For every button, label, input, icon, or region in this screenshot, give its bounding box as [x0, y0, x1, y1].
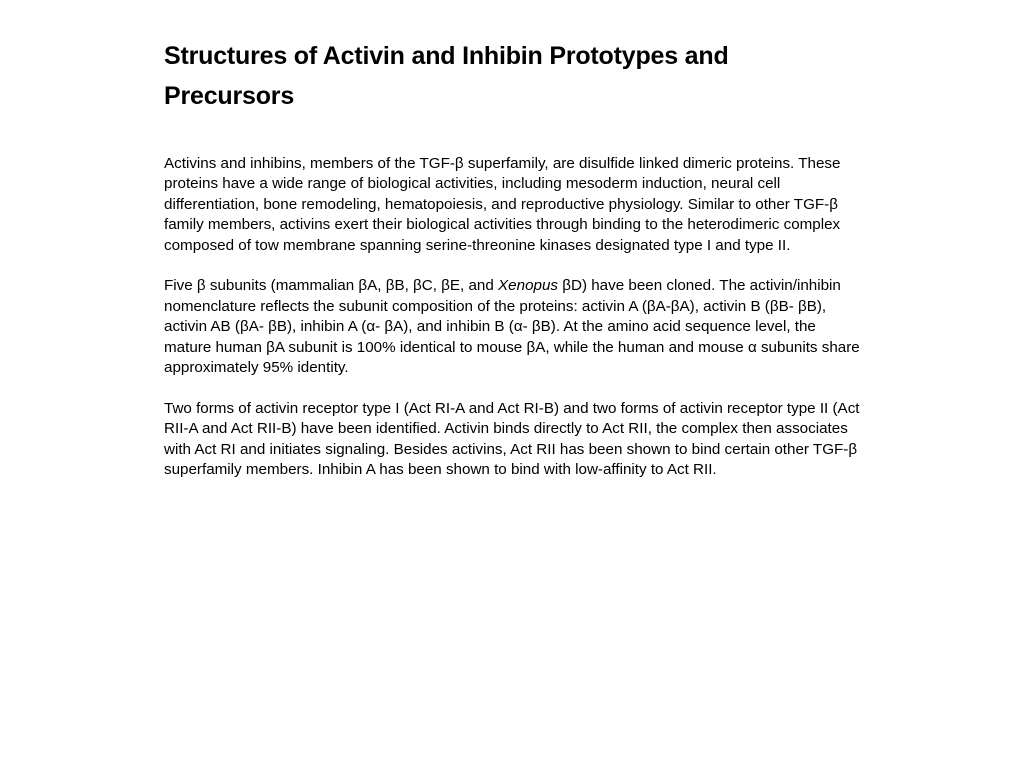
slide-body [164, 154, 864, 480]
paragraph-beta-subunits-rest: βD) have been cloned. The activin/inhibin nomenclature reflects the subunit composition of the proteins: activin A (βA-βA), activin B (βB- βB), activin AB (βA- βB), inhibin A (α- βA), and inhibin B (α- βB). At the amino acid sequence level, the mature human βA subunit is 100% identical to mouse βA, while the human and mouse α subunits share approximately 95% identity. [164, 277, 860, 377]
paragraph-activins-inhibins: Activins and inhibins, members of the TGF-β superfamily, are disulfide linked dimeric proteins. These proteins have a wide range of biological activities, including mesoderm induction, neural cell differentiation, bone remodeling, hematopoiesis, and reproductive physiology. Similar to other TGF-β family members, activins exert their biological activities through binding to the heterodimeric complex composed of tow membrane spanning serine-threonine kinases designated type I and type II. [164, 155, 841, 254]
paragraph-activin-receptors: Two forms of activin receptor type I (Act RI-A and Act RI-B) and two forms of activin receptor type II (Act RII-A and Act RII-B) have been identified. Activin binds directly to Act RII, the complex then associates with Act RI and initiates signaling. Besides activins, Act RII has been shown to bind certain other TGF-β superfamily members. Inhibin A has been shown to bind with low-affinity to Act RII. [164, 399, 860, 479]
slide-content [164, 36, 864, 501]
paragraph-beta-subunits [164, 276, 864, 378]
slide-title: Structures of Activin and Inhibin Prototypes and Precursors [164, 42, 729, 110]
paragraph-beta-subunits-lead: Five β subunits (mammalian βA, βB, βC, βE, and [164, 277, 499, 295]
xenopus-italic-text: Xenopus [498, 277, 559, 295]
